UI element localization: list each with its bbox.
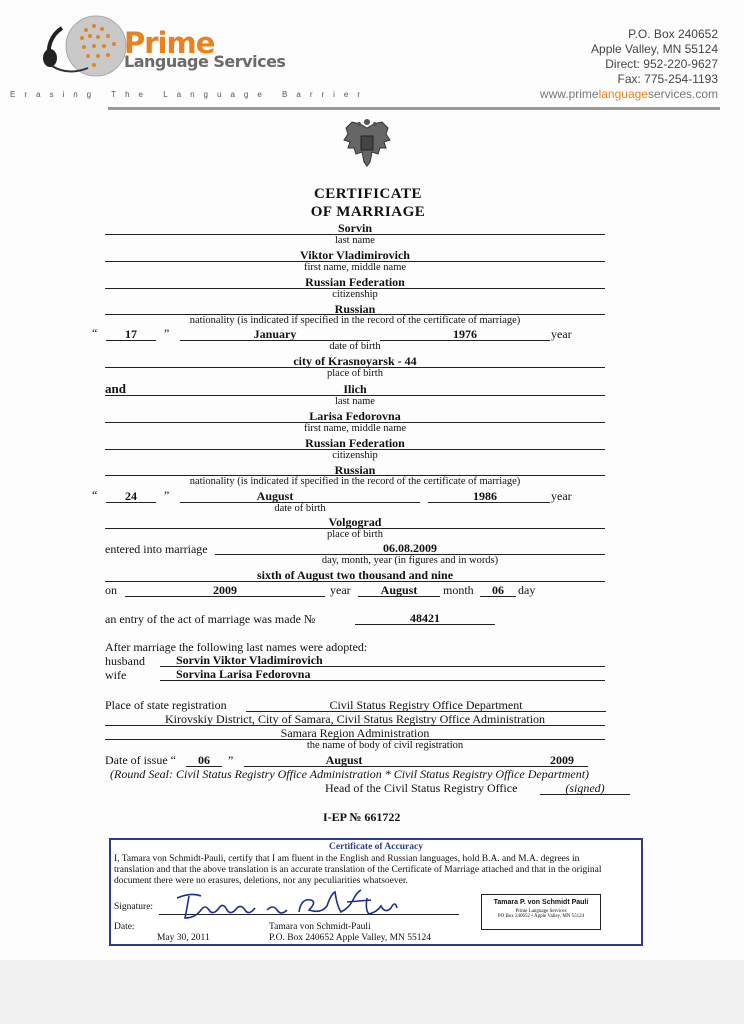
husband-citizenship: Russian Federation — [305, 275, 405, 289]
direct-phone: Direct: 952-220-9627 — [605, 57, 718, 71]
signature-icon — [171, 888, 411, 924]
wife-birth-month: August — [256, 489, 294, 503]
globe-headset-icon — [38, 10, 128, 82]
field-line — [540, 794, 630, 795]
date-of-birth-label: date of birth — [274, 503, 326, 514]
company-logo — [38, 10, 128, 82]
city: Apple Valley, MN 55124 — [591, 42, 718, 56]
wife-nationality: Russian — [334, 463, 376, 477]
on-year: 2009 — [213, 583, 237, 597]
husband-first-middle: Viktor Vladimirovich — [300, 248, 410, 262]
date-value: May 30, 2011 — [157, 933, 210, 943]
accuracy-body-2: translation and that the above translation is an accurate translation of the Certificate of Marriage attached and that in the original — [114, 865, 602, 875]
stamp-company: Prime Language Services — [515, 909, 567, 914]
handwritten-signature — [171, 888, 411, 924]
po-box: P.O. Box 240652 — [628, 27, 718, 41]
wife-birth-day: 24 — [125, 489, 137, 503]
quote-close: ” — [164, 488, 170, 502]
entered-into-marriage-label: entered into marriage — [105, 542, 208, 556]
field-line — [125, 596, 325, 597]
tagline: Erasing The Language Barrier — [10, 90, 370, 99]
quote-open: “ — [92, 326, 98, 340]
wife-adopted-name: Sorvina Larisa Fedorovna — [176, 667, 311, 681]
translator-stamp — [481, 894, 601, 930]
company-address — [540, 27, 718, 102]
translator-address: P.O. Box 240652 Apple Valley, MN 55124 — [269, 933, 432, 943]
entry-number: 48421 — [410, 611, 440, 625]
fax: Fax: 775-254-1193 — [617, 72, 718, 86]
year-label: year — [330, 583, 351, 597]
registration-office-3: Samara Region Administration — [280, 726, 430, 740]
certificate-subtitle: OF MARRIAGE — [310, 204, 426, 220]
entry-made-label: an entry of the act of marriage was made № — [105, 612, 316, 626]
name-of-body-label: the name of body of civil registration — [306, 740, 464, 751]
and-label: and — [105, 381, 126, 396]
citizenship-label: citizenship — [332, 450, 378, 461]
day-label: day — [518, 583, 536, 597]
signed-note: (signed) — [565, 781, 605, 795]
coat-of-arms — [342, 118, 392, 170]
seal-note: (Round Seal: Civil Status Registry Office Administration * Civil Status Registry Office Department) — [110, 767, 590, 781]
header-rule — [108, 107, 720, 110]
field-line — [160, 680, 605, 681]
on-label: on — [105, 583, 117, 597]
year-label: year — [551, 489, 572, 503]
date-of-issue-label: Date of issue “ — [105, 753, 176, 767]
field-line — [105, 581, 605, 582]
date-label: Date: — [114, 922, 135, 932]
wife-first-middle: Larisa Fedorovna — [309, 409, 401, 423]
wife-citizenship: Russian Federation — [305, 436, 405, 450]
wife-birth-year: 1986 — [473, 489, 497, 503]
husband-last-name: Sorvin — [337, 221, 372, 235]
husband-place-of-birth: city of Krasnoyarsk - 44 — [293, 354, 417, 368]
on-day: 06 — [492, 583, 504, 597]
quote-close: ” — [228, 753, 234, 767]
husband-nationality: Russian — [334, 302, 376, 316]
accuracy-title: Certificate of Accuracy — [329, 842, 423, 852]
registration-office-2: Kirovskiy District, City of Samara, Civil Status Registry Office Administration — [164, 712, 546, 726]
on-month: August — [380, 583, 418, 597]
nationality-label: nationality (is indicated if specified in the record of the certificate of marriage) — [189, 476, 521, 487]
accuracy-body-1: I, Tamara von Schmidt-Pauli, certify that I am fluent in the English and Russian languages, hold B.A. and M.A. degrees in — [114, 854, 580, 864]
wife-label: wife — [105, 668, 127, 682]
quote-close: ” — [164, 326, 170, 340]
field-line — [480, 596, 516, 597]
double-headed-eagle-icon — [342, 118, 392, 170]
head-label: Head of the Civil Status Registry Office — [325, 781, 518, 795]
wife-place-of-birth: Volgograd — [328, 515, 382, 529]
year-label: year — [551, 327, 572, 341]
last-name-label: last name — [335, 396, 375, 407]
husband-label: husband — [105, 654, 145, 668]
husband-birth-year: 1976 — [453, 327, 477, 341]
signature-label: Signature: — [114, 902, 154, 912]
husband-birth-month: January — [253, 327, 297, 341]
field-line — [358, 596, 440, 597]
scan-bottom-margin — [0, 960, 744, 1024]
series-number: I-EP № 661722 — [323, 810, 401, 824]
first-middle-label: first name, middle name — [303, 423, 407, 434]
brand-subname: Language Services — [124, 52, 286, 71]
stamp-address: PO Box 240652 • Apple Valley, MN 55124 — [497, 914, 585, 919]
husband-adopted-name: Sorvin Viktor Vladimirovich — [176, 653, 323, 667]
registration-office-1: Civil Status Registry Office Department — [329, 698, 523, 712]
last-name-label: last name — [335, 235, 375, 246]
day-month-year-label: day, month, year (in figures and in words) — [321, 555, 499, 566]
marriage-date-words: sixth of August two thousand and nine — [256, 568, 454, 582]
issue-year: 2009 — [550, 753, 574, 767]
husband-birth-day: 17 — [125, 327, 137, 341]
month-label: month — [443, 583, 474, 597]
quote-open: “ — [92, 488, 98, 502]
place-of-birth-label: place of birth — [327, 529, 383, 540]
citizenship-label: citizenship — [332, 289, 378, 300]
translator-name: Tamara von Schmidt-Pauli — [269, 922, 371, 932]
place-of-birth-label: place of birth — [327, 368, 383, 379]
accuracy-body-3: document there were no erasures, deletions, nor any peculiarities whatsoever. — [114, 876, 408, 886]
field-line — [355, 624, 495, 625]
first-middle-label: first name, middle name — [303, 262, 407, 273]
certificate-title: CERTIFICATE — [313, 186, 423, 202]
marriage-date: 06.08.2009 — [383, 541, 437, 555]
wife-last-name: Ilich — [343, 382, 367, 396]
after-marriage-label: After marriage the following last names were adopted: — [105, 640, 368, 654]
brand-name: Prime — [124, 26, 215, 60]
nationality-label: nationality (is indicated if specified in the record of the certificate of marriage) — [189, 315, 521, 326]
date-of-birth-label: date of birth — [329, 341, 381, 352]
website[interactable]: www.primelanguageservices.com — [539, 87, 718, 101]
issue-month: August — [325, 753, 363, 767]
stamp-name: Tamara P. von Schmidt Pauli — [493, 899, 589, 906]
issue-day: 06 — [198, 753, 210, 767]
accuracy-box — [109, 838, 643, 946]
place-state-reg-label: Place of state registration — [105, 698, 227, 712]
